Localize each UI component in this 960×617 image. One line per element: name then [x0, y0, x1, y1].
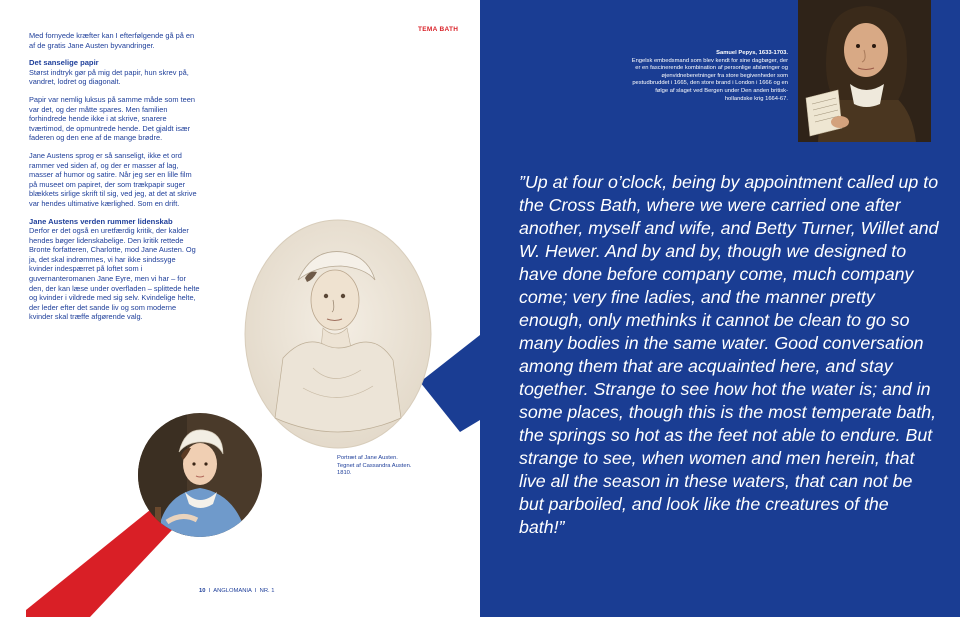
pepys-quote: ”Up at four o’clock, being by appointment called up to the Cross Bath, where we were carried one after another, myself and wife, and Betty Turner, Willet and W. Hewer. And by and by, though we designed to have done before company come, much company come; very fine ladies, and the manner pretty enough, only methinks it cannot be clean to go so many bodies in the same water. Good conversation among them that are acquainted here, and stay together. Strange to see how hot the water is; and in some places, though this is the most temperate bath, the springs so hot as the feet not able to endure. But strange to see, when women and men herein, that live all the season in these waters, that can not be but parboiled, and look like the creatures of the bath!”	[519, 172, 939, 537]
paragraph-1: Størst indtryk gør på mig det papir, hun skrev på, vandret, lodret og diagonalt.	[29, 67, 189, 87]
section-heading-1: Det sanselige papir	[29, 58, 99, 68]
jane-austen-color-portrait	[137, 412, 263, 538]
section-heading-2: Jane Austens verden rummer lidenskab	[29, 216, 173, 226]
paragraph-4: Derfor er det også en uretfærdig kritik, der kalder hendes bøger lidenskabelige. Den kritik rettede Bronte forfatteren, Charlotte, mod Jane Austen. Og ja, det skal indrømmes, vi har ikke sindssyge kvinder indespærret på loftet som i guvernanteromanen Jane Eyre, men vi har – for den, der kan læse under overfladen – splittede helte og kvinder i vildrede med sig selv. Kvindelige helte, der leder efter det sande liv og som moderne kvinder skal træffe afgørende valg.	[29, 226, 200, 322]
caption-line-3: 1810.	[337, 470, 352, 477]
section-tag: TEMA BATH	[418, 26, 459, 33]
page-footer	[199, 588, 274, 594]
jane-austen-caption	[337, 455, 427, 478]
footer-separator-1: I	[208, 588, 211, 594]
paragraph-2: Papir var nemlig luksus på samme måde som teen var det, og der måtte spares. Men familien forhindrede hende ikke i at skrive, snarere tværtimod, de opmuntrede hende. Det gjaldt især faderen og den ene af de mange brødre.	[29, 94, 195, 143]
jane-austen-sketch-portrait	[243, 218, 433, 450]
pepys-caption-name: Samuel Pepys, 1633-1703.	[716, 50, 788, 56]
article-column	[29, 31, 200, 330]
samuel-pepys-caption	[628, 50, 788, 103]
caption-line-2: Tegnet af Cassandra Austen.	[337, 462, 412, 469]
footer-separator-2: I	[254, 588, 257, 594]
magazine-name: ANGLOMANIA	[213, 588, 252, 594]
samuel-pepys-portrait	[798, 0, 931, 142]
intro-paragraph: Med fornyede kræfter kan I efterfølgende gå på en af de gratis Jane Austen byvandringer.	[29, 31, 195, 50]
pepys-caption-text: Engelsk embedsmand som blev kendt for sine dagbøger, der er en fascinerende kombination af personlige afsløringer og øjenvidneberetninger fra store begivenheder som pestudbruddet i 1665, den store brand i London i 1666 og en følge af slaget ved Bergen under Den anden britisk-hollandske krig 1664-67.	[631, 57, 788, 102]
paragraph-3: Jane Austens sprog er så sanseligt, ikke et ord rammer ved siden af, og der er masser af lag, masser af humor og satire. Når jeg ser en lille film på museet om papiret, der som trækpapir suger blækkets sirlige skrift til sig, ved jeg, at det at skrive var hendes ultimative kærlighed. Som en drift.	[29, 150, 197, 208]
caption-line-1: Portræt af Jane Austen.	[337, 455, 398, 461]
page-number: 10	[199, 588, 206, 594]
issue-number: NR. 1	[259, 588, 275, 594]
